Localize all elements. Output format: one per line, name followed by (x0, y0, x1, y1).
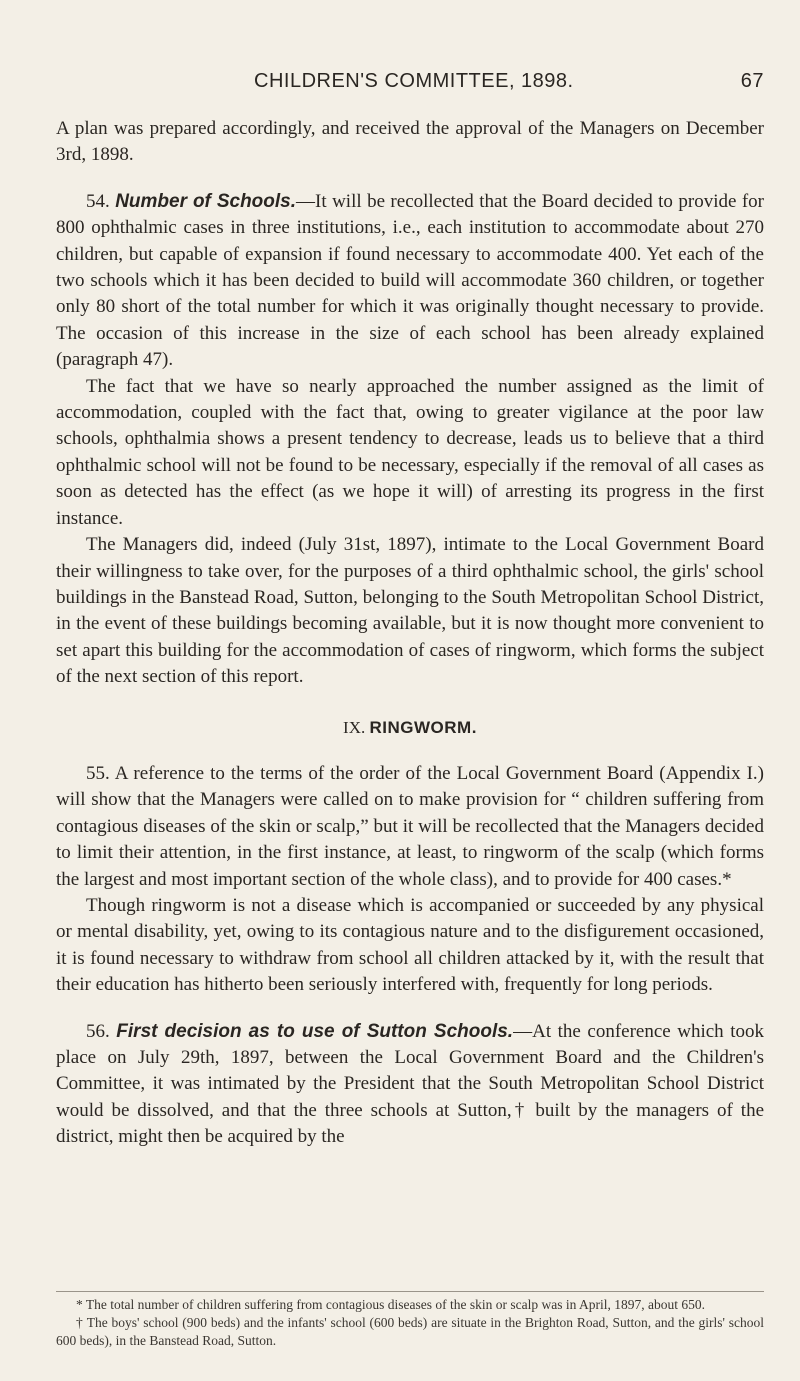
paragraph-number: 54. (86, 190, 110, 212)
paragraph-55: 55. A reference to the terms of the order of the Local Government Board (Appendix I.) will show that the Managers were called on to make provision for “ children suffering from contagious diseases of the skin or scalp,” but it will be recollected that the Managers decided to limit their attention, in the first instance, at least, to ringworm of the scalp (which forms the largest and most important section of the whole class), and to provide for 400 cases.* (56, 762, 764, 890)
paragraph-text: —At the conference which took place on July 29th, 1897, between the Local Government Board and the Children's Committee, it was intimated by the President that the South Metropolitan School District would be dissolved, and that the three schools at Sutton,† built by the managers of the district, might then be acquired by the (56, 1020, 764, 1148)
page-title: CHILDREN'S COMMITTEE, 1898. (254, 70, 574, 92)
body-text (56, 116, 764, 1151)
paragraph-number: 56. (86, 1020, 110, 1042)
side-heading: First decision as to use of Sutton Schools. (116, 1020, 514, 1042)
paragraph-text: —It will be recollected that the Board decided to provide for 800 ophthalmic cases in three institutions, i.e., each institution to accommodate about 270 children, but capable of expansion if found necessary to accommodate 400. Yet each of the two schools which it has been decided to build will accommodate 360 children, or together only 80 short of the total number for which it was originally thought necessary to provide. The occasion of this increase in the size of each school has been already explained (paragraph 47). (56, 190, 764, 371)
section-roman: IX. (343, 717, 366, 737)
section-heading (56, 715, 764, 741)
paragraph-55-b: Though ringworm is not a disease which is accompanied or succeeded by any physical or mental disability, yet, owing to its contagious nature and to the disfigurement occasioned, it is found necessary to withdraw from school all children attacked by it, with the result that their education has hitherto been seriously interfered with, frequently for long periods. (56, 894, 764, 996)
paragraph-54 (56, 189, 764, 374)
footnote: † The boys' school (900 beds) and the infants' school (600 beds) are situate in the Brighton Road, Sutton, and the girls' school 600 beds), in the Banstead Road, Sutton. (56, 1315, 764, 1348)
section-title: RINGWORM. (369, 717, 477, 737)
footnotes (56, 1296, 764, 1350)
page-number: 67 (740, 70, 764, 92)
paragraph-intro: A plan was prepared accordingly, and received the approval of the Managers on December 3rd, 1898. (56, 118, 764, 166)
footnote: * The total number of children suffering from contagious diseases of the skin or scalp was in April, 1897, about 650. (76, 1297, 706, 1312)
paragraph-56 (56, 1019, 764, 1151)
footnote-divider (56, 1291, 764, 1292)
paragraph-54-b: The fact that we have so nearly approached the number assigned as the limit of accommodation, coupled with the fact that, owing to greater vigilance at the poor law schools, ophthalmia shows a present tendency to decrease, leads us to believe that a third ophthalmic school will not be found to be necessary, especially if the removal of all cases as soon as detected has the effect (as we hope it will) of arresting its progress in the first instance. (56, 375, 764, 529)
paragraph-54-c: The Managers did, indeed (July 31st, 1897), intimate to the Local Government Board their willingness to take over, for the purposes of a third ophthalmic school, the girls' school buildings in the Banstead Road, Sutton, belonging to the South Metropolitan School District, in the event of these buildings becoming available, but it is now thought more convenient to set apart this building for the accommodation of cases of ringworm, which forms the subject of the next section of this report. (56, 534, 764, 688)
side-heading: Number of Schools. (115, 190, 297, 212)
